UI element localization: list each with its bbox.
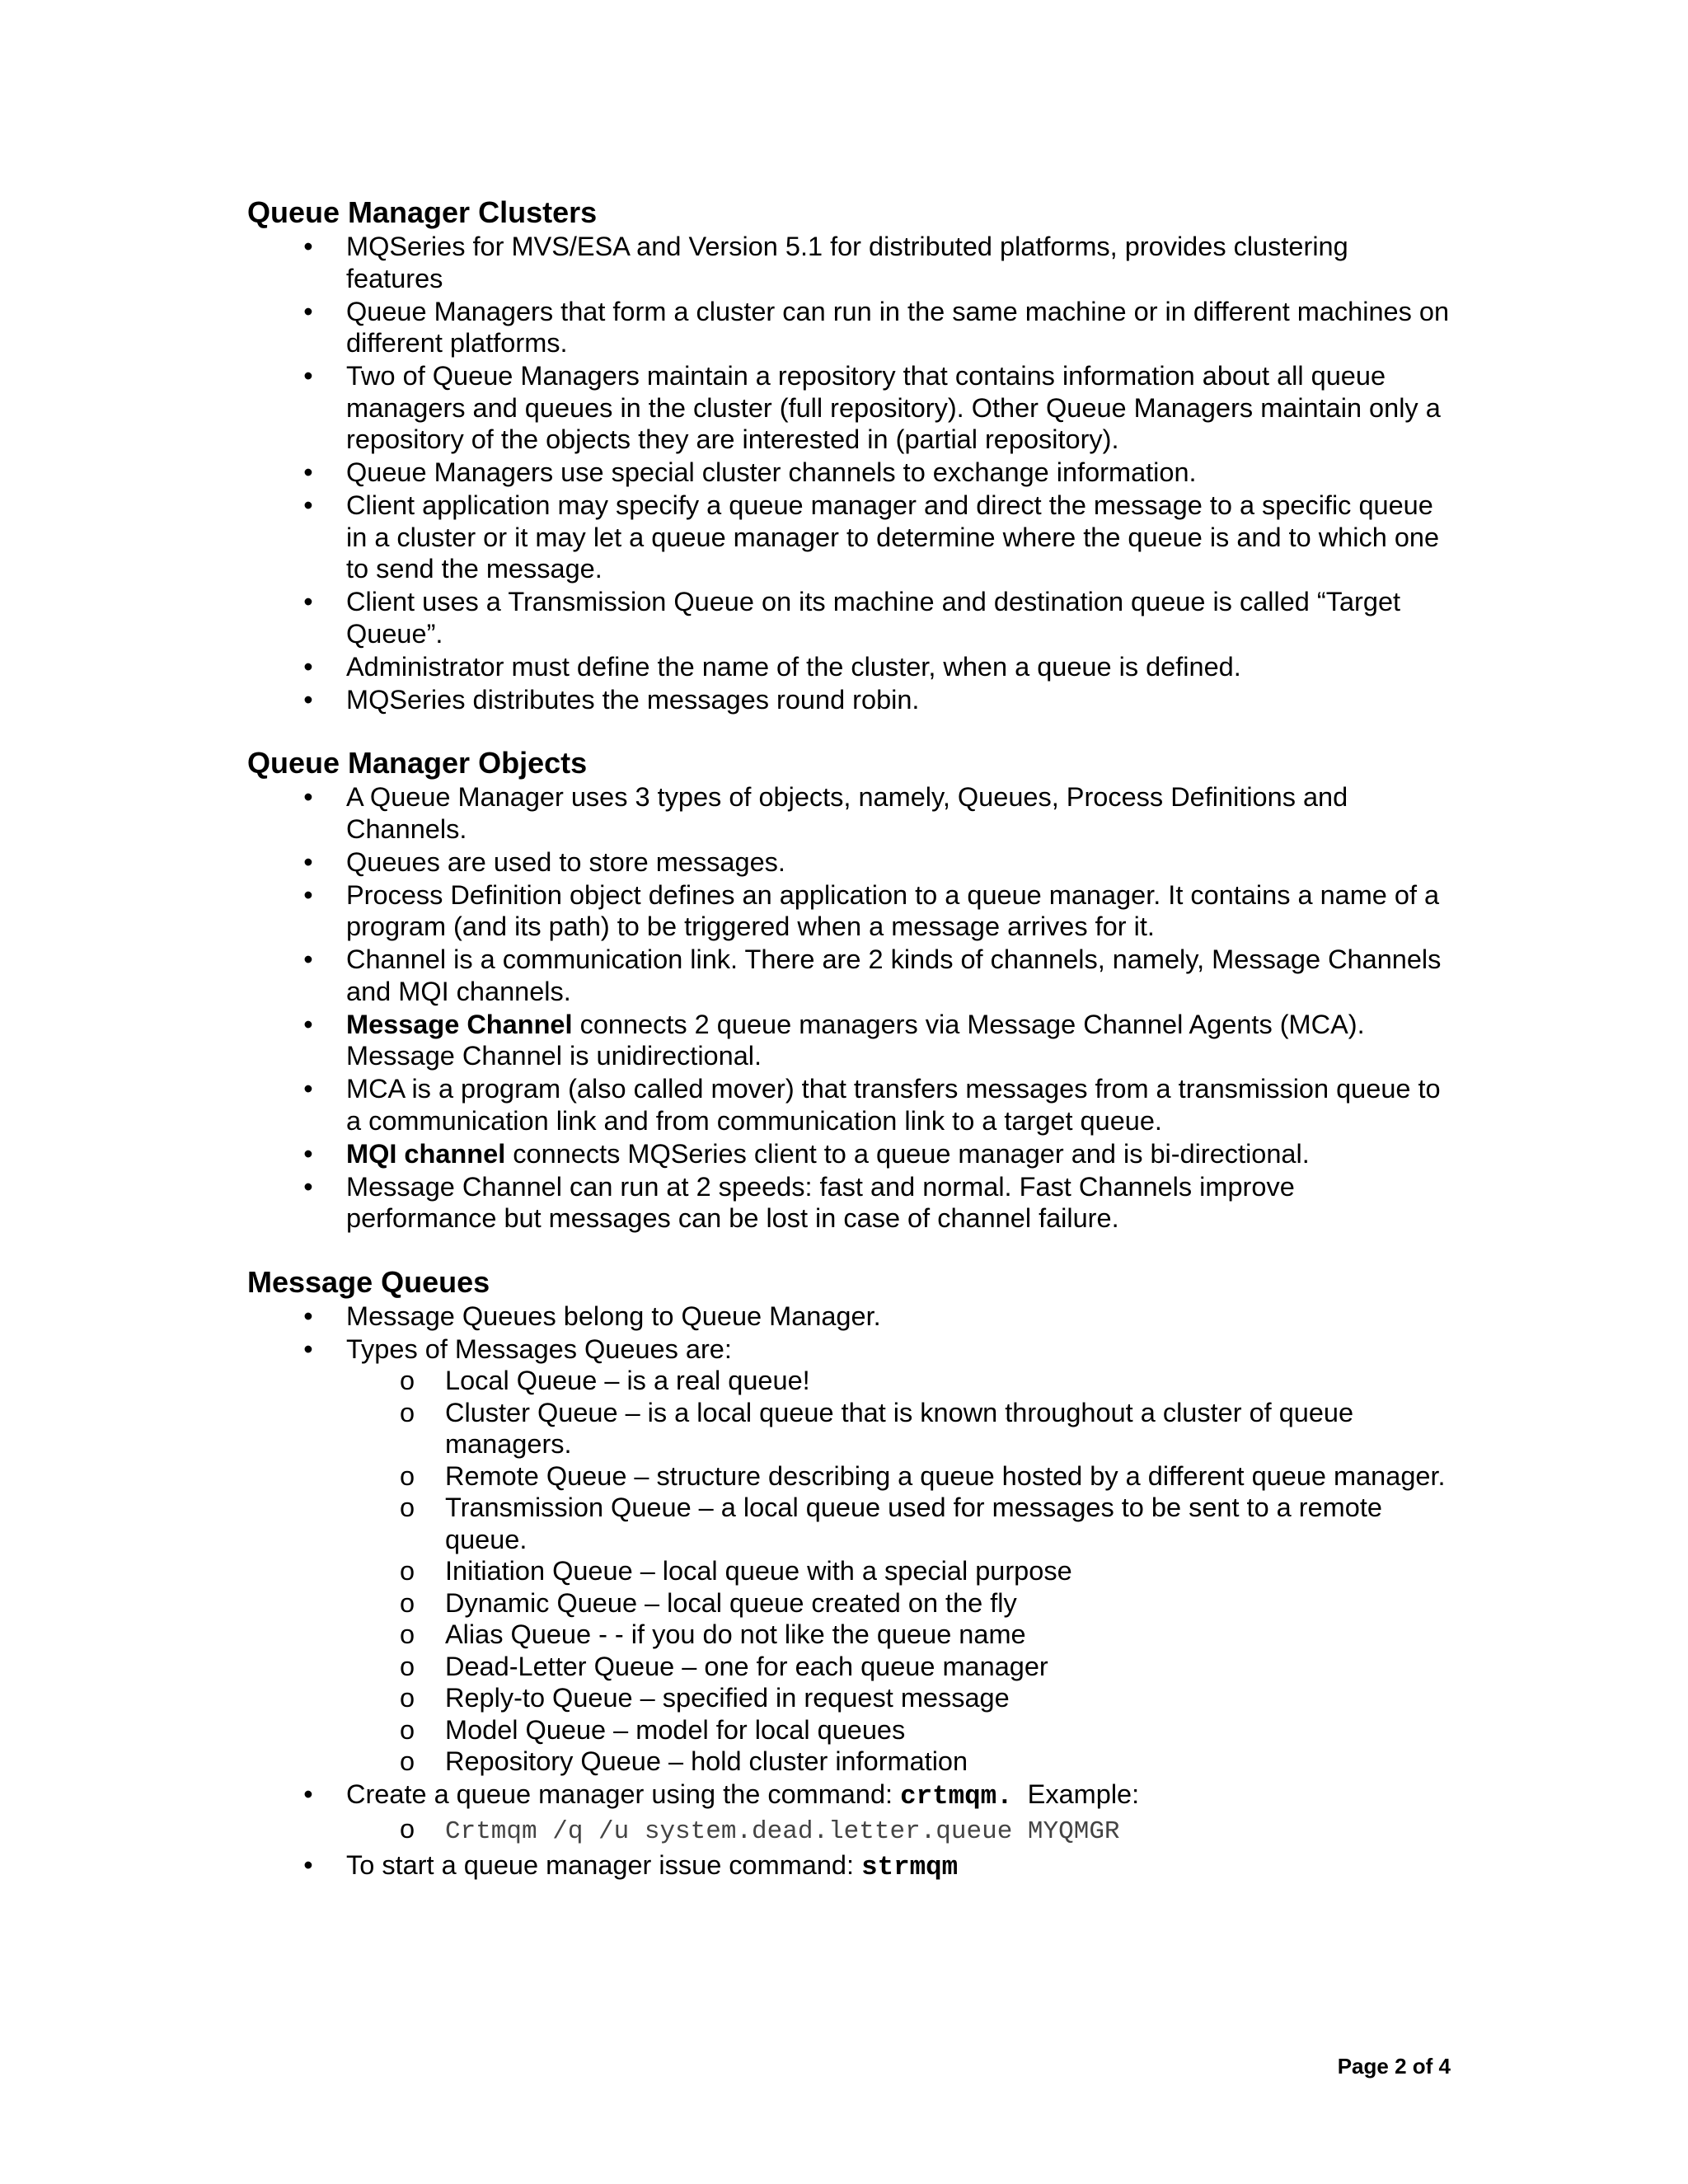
list-item: • Queue Managers use special cluster channels to exchange information. bbox=[247, 457, 1451, 489]
list-item: • Process Definition object defines an application to a queue manager. It contains a name of a program (and its path) to be triggered when a message arrives for it. bbox=[247, 879, 1451, 943]
circle-bullet-icon: o bbox=[399, 1460, 415, 1491]
sub-list-item: o Remote Queue – structure describing a queue hosted by a different queue manager. bbox=[346, 1460, 1451, 1493]
list-item: • Queue Managers that form a cluster can run in the same machine or in different machines on different platforms. bbox=[247, 296, 1451, 359]
circle-bullet-icon: o bbox=[399, 1714, 415, 1745]
bullet-icon: • bbox=[303, 1171, 313, 1202]
list-item: • Create a queue manager using the command: crtmqm. Example: o Crtmqm /q /u system.dead.letter.queue MYQMGR bbox=[247, 1779, 1451, 1848]
section-title: Queue Manager Clusters bbox=[247, 195, 598, 229]
sub-list-item: o Initiation Queue – local queue with a special purpose bbox=[346, 1555, 1451, 1587]
bullet-list bbox=[247, 1301, 1451, 1884]
sub-list-item bbox=[346, 1813, 1451, 1849]
list-item: • Queues are used to store messages. bbox=[247, 846, 1451, 879]
sub-list-item: o Repository Queue – hold cluster information bbox=[346, 1746, 1451, 1778]
queue-types-list bbox=[346, 1365, 1451, 1778]
command-crtmqm: crtmqm. bbox=[900, 1781, 1013, 1811]
bullet-icon: • bbox=[303, 490, 313, 520]
bullet-icon: • bbox=[303, 944, 313, 974]
list-item: • A Queue Manager uses 3 types of objects, namely, Queues, Process Definitions and Channels. bbox=[247, 781, 1451, 845]
bullet-icon: • bbox=[303, 1009, 313, 1039]
sub-list-item: o Cluster Queue – is a local queue that is known throughout a cluster of queue managers. bbox=[346, 1397, 1451, 1460]
bullet-icon: • bbox=[303, 1138, 313, 1169]
list-item: • Two of Queue Managers maintain a repository that contains information about all queue managers and queues in the cluster (full repository). Other Queue Managers maintain only a repository of the objects they are interested in (partial repository). bbox=[247, 360, 1451, 456]
page-number: Page 2 of 4 bbox=[1337, 2054, 1451, 2079]
sub-list-item: o Alias Queue - - if you do not like the queue name bbox=[346, 1619, 1451, 1651]
circle-bullet-icon: o bbox=[399, 1813, 415, 1844]
bullet-icon: • bbox=[303, 1301, 313, 1331]
bullet-icon: • bbox=[303, 296, 313, 326]
list-item: • Message Channel can run at 2 speeds: fast and normal. Fast Channels improve performance but messages can be lost in case of channel failure. bbox=[247, 1171, 1451, 1235]
list-item: • Types of Messages Queues are: o Local Queue – is a real queue! o Cluster Queue – is a local queue that is known throughout a cluster of queue managers. o Remote Queue – structure describing a queue hosted by a different queue manager. o Transmission Queue – a local queue used for messages to be sent to a remote queue. o Initiation Queue – local queue with a special purpose o Dynamic Queue – local queue created on the fly o Alias Queue - - if you do not like the queue name o Dead-Letter Queue – one for each queue manager o Reply-to Queue – specified in request message o Model Queue – model for local queues o Repository Queue – hold cluster information bbox=[247, 1333, 1451, 1778]
circle-bullet-icon: o bbox=[399, 1556, 415, 1586]
bullet-icon: • bbox=[303, 1849, 313, 1880]
sub-list-item: o Model Queue – model for local queues bbox=[346, 1714, 1451, 1746]
bullet-icon: • bbox=[303, 846, 313, 877]
bullet-icon: • bbox=[303, 684, 313, 715]
sub-list-item: o Dead-Letter Queue – one for each queue manager bbox=[346, 1651, 1451, 1683]
list-item: • Message Channel connects 2 queue managers via Message Channel Agents (MCA). Message Channel is unidirectional. bbox=[247, 1009, 1451, 1072]
sub-list-item: o Local Queue – is a real queue! bbox=[346, 1365, 1451, 1397]
list-item: • To start a queue manager issue command: strmqm bbox=[247, 1849, 1451, 1884]
bullet-icon: • bbox=[303, 1074, 313, 1104]
bullet-icon: • bbox=[303, 361, 313, 391]
example-list bbox=[346, 1813, 1451, 1849]
list-item: • MQSeries distributes the messages round robin. bbox=[247, 684, 1451, 716]
circle-bullet-icon: o bbox=[399, 1619, 415, 1649]
section-title: Queue Manager Objects bbox=[247, 746, 588, 780]
command-strmqm: strmqm bbox=[861, 1851, 959, 1882]
bullet-icon: • bbox=[303, 457, 313, 487]
circle-bullet-icon: o bbox=[399, 1746, 415, 1776]
list-item: • Client uses a Transmission Queue on its machine and destination queue is called “Target Queue”. bbox=[247, 586, 1451, 649]
bullet-icon: • bbox=[303, 1333, 313, 1364]
circle-bullet-icon: o bbox=[399, 1493, 415, 1522]
bullet-list bbox=[247, 781, 1451, 1235]
bullet-list bbox=[247, 231, 1451, 715]
circle-bullet-icon: o bbox=[399, 1366, 415, 1395]
bullet-icon: • bbox=[303, 587, 313, 616]
list-item: • MCA is a program (also called mover) that transfers messages from a transmission queue to a communication link and from communication link to a target queue. bbox=[247, 1073, 1451, 1137]
list-item: • Message Queues belong to Queue Manager. bbox=[247, 1301, 1451, 1333]
list-item: • Administrator must define the name of the cluster, when a queue is defined. bbox=[247, 651, 1451, 683]
list-item: • MQSeries for MVS/ESA and Version 5.1 for distributed platforms, provides clustering features bbox=[247, 231, 1451, 294]
sub-list-item: o Dynamic Queue – local queue created on the fly bbox=[346, 1587, 1451, 1619]
sub-list-item: o Transmission Queue – a local queue used for messages to be sent to a remote queue. bbox=[346, 1492, 1451, 1555]
document-page bbox=[247, 194, 1451, 1913]
section-title: Message Queues bbox=[247, 1264, 490, 1299]
example-command: Crtmqm /q /u system.dead.letter.queue MYQMGR bbox=[445, 1816, 1120, 1846]
term-mqi-channel: MQI channel bbox=[346, 1138, 506, 1169]
section-message-queues bbox=[247, 1264, 1451, 1884]
term-message-channel: Message Channel bbox=[346, 1009, 573, 1039]
circle-bullet-icon: o bbox=[399, 1651, 415, 1681]
bullet-icon: • bbox=[303, 651, 313, 682]
bullet-icon: • bbox=[303, 1779, 313, 1809]
circle-bullet-icon: o bbox=[399, 1397, 415, 1427]
list-item: • MQI channel connects MQSeries client to a queue manager and is bi-directional. bbox=[247, 1138, 1451, 1170]
section-queue-manager-objects bbox=[247, 745, 1451, 1235]
bullet-icon: • bbox=[303, 879, 313, 910]
bullet-icon: • bbox=[303, 782, 313, 812]
section-queue-manager-clusters bbox=[247, 194, 1451, 715]
list-item: • Client application may specify a queue manager and direct the message to a specific queue in a cluster or it may let a queue manager to determine where the queue is and to which one to send the message. bbox=[247, 490, 1451, 585]
circle-bullet-icon: o bbox=[399, 1683, 415, 1713]
list-item: • Channel is a communication link. There are 2 kinds of channels, namely, Message Channels and MQI channels. bbox=[247, 944, 1451, 1007]
bullet-icon: • bbox=[303, 232, 313, 261]
sub-list-item: o Reply-to Queue – specified in request message bbox=[346, 1682, 1451, 1714]
circle-bullet-icon: o bbox=[399, 1587, 415, 1618]
